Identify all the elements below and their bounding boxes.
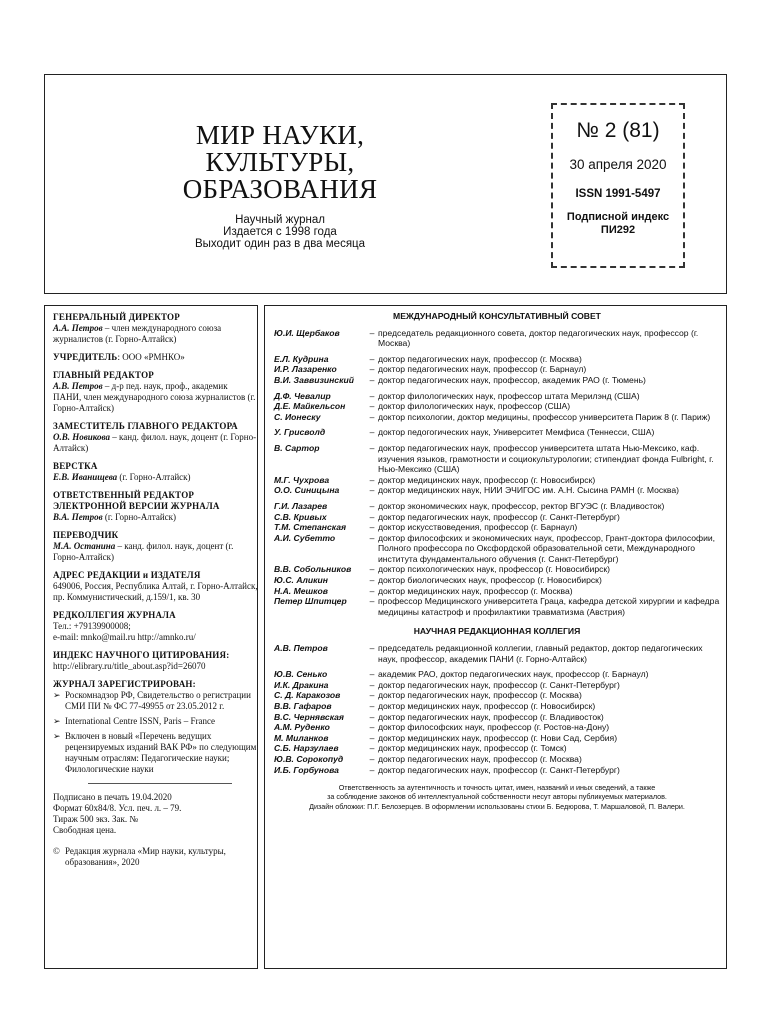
- dash-separator: –: [369, 711, 375, 722]
- print-signed: Подписано в печать 19.04.2020: [53, 792, 172, 802]
- member-name: С. Ионеску: [274, 411, 321, 422]
- member-name: А.И. Субетто: [274, 532, 336, 543]
- member-name: А.М. Руденко: [274, 722, 330, 733]
- title-line: КУЛЬТУРЫ,: [205, 147, 355, 177]
- member-row: [274, 586, 720, 597]
- member-description: доктор филологических наук, профессор (США): [378, 401, 571, 412]
- member-description: доктор педагогических наук, профессор университета штата Нью-Мексико, каф. изучения языков, грамотности и социокультурологии; стипендиат фонда Fulbright, г. Нью-Мексико (США): [378, 442, 714, 475]
- member-description: доктор экономических наук, профессор, ректор ВГУЭС (г. Владивосток): [378, 500, 665, 511]
- member-description: доктор биологических наук, профессор (г. Новосибирск): [378, 575, 602, 586]
- member-row: [274, 401, 720, 412]
- member-row: [274, 680, 720, 691]
- imprint-column: [53, 312, 258, 872]
- member-name: Д.Ф. Чевалир: [274, 390, 331, 401]
- dash-separator: –: [369, 500, 375, 511]
- dash-separator: –: [369, 522, 375, 533]
- member-description: доктор медицинских наук, профессор (г. Новосибирск): [378, 701, 596, 711]
- address-section: [53, 570, 258, 603]
- member-row: [274, 485, 720, 496]
- member-name: Ю.В. Сорокопуд: [274, 753, 344, 764]
- member-description: доктор педагогических наук, профессор (г. Санкт-Петербург): [378, 764, 620, 775]
- issue-date: 30 апреля 2020: [569, 157, 667, 172]
- member-row: [274, 743, 720, 754]
- member-description: доктор философских наук, профессор (г. Ростов-на-Дону): [378, 722, 610, 733]
- person-info: – член международного союза журналистов (г. Горно-Алтайск): [53, 323, 222, 344]
- dash-separator: –: [369, 585, 375, 596]
- member-row: [274, 596, 720, 617]
- member-name: И.Б. Горбунова: [274, 764, 339, 775]
- member-description: доктор педагогических наук, профессор (г. Москва): [378, 353, 582, 364]
- member-name: О.О. Синицына: [274, 485, 340, 496]
- footnote-line: за соблюдение законов об интеллектуальной собственности несут авторы публикуемых материалов.: [327, 792, 667, 802]
- divider: [88, 783, 232, 784]
- member-row: [274, 475, 720, 486]
- dash-separator: –: [369, 327, 375, 338]
- person-name: М.А. Останина: [53, 541, 116, 551]
- member-row: [274, 412, 720, 423]
- dash-separator: –: [369, 401, 375, 412]
- member-description: доктор педагогических наук, профессор (г. Москва): [378, 753, 582, 764]
- member-name: Н.А. Мешков: [274, 585, 328, 596]
- registration-text: International Centre ISSN, Paris – France: [65, 716, 215, 726]
- person-info: (г. Горно-Алтайск): [102, 512, 177, 522]
- member-description: председатель редакционной коллегии, главный редактор, доктор педагогических наук, профессор, академик ПАНИ (г. Горно-Алтайск): [378, 643, 703, 664]
- member-description: доктор медицинских наук, профессор (г. Томск): [378, 743, 567, 754]
- footnote-line: Дизайн обложки: П.Г. Белозерцев. В оформлении использованы стихи Б. Бедюрова, Т. Маршаловой, П. Валери.: [309, 802, 685, 812]
- member-description: доктор педагогических наук, профессор, академик РАО (г. Тюмень): [378, 374, 646, 385]
- dash-separator: –: [369, 374, 375, 385]
- person-name: А.А. Петров: [53, 323, 103, 333]
- section-heading: ГЕНЕРАЛЬНЫЙ ДИРЕКТОР: [53, 312, 180, 322]
- dash-separator: –: [369, 427, 375, 438]
- member-description: доктор психологических наук, профессор (г. Новосибирск): [378, 564, 611, 575]
- dash-separator: –: [369, 411, 375, 422]
- director-section: [53, 312, 258, 345]
- section-heading: ИНДЕКС НАУЧНОГО ЦИТИРОВАНИЯ:: [53, 650, 230, 660]
- registration-item: [53, 716, 258, 727]
- member-name: Петер Шпитцер: [274, 596, 347, 607]
- member-name: М. Миланков: [274, 732, 329, 743]
- member-row: [274, 701, 720, 712]
- member-name: Д.Е. Майкельсон: [274, 401, 346, 412]
- section-heading: ВЕРСТКА: [53, 461, 98, 471]
- member-row: [274, 533, 720, 565]
- electronic-editor-section: [53, 490, 258, 523]
- dash-separator: –: [369, 722, 375, 733]
- subtitle-line: Выходит один раз в два месяца: [194, 238, 366, 250]
- person-name: Е.В. Иванищева: [53, 472, 118, 482]
- journal-title: [130, 122, 430, 203]
- subtitle-line: Издается с 1998 года: [223, 226, 337, 238]
- registration-item: [53, 690, 258, 712]
- print-price: Свободная цена.: [53, 825, 117, 835]
- board-heading: НАУЧНАЯ РЕДАКЦИОННАЯ КОЛЛЕГИЯ: [413, 626, 581, 637]
- section-heading: ЖУРНАЛ ЗАРЕГИСТРИРОВАН: [53, 679, 193, 689]
- member-name: М.Г. Чухрова: [274, 474, 330, 485]
- registration-text: Роскомнадзор РФ, Свидетельство о регистрации СМИ ПИ № ФС 77-49955 от 23.05.2012 г.: [65, 690, 251, 711]
- title-line: МИР НАУКИ,: [195, 120, 365, 150]
- issue-number: № 2 (81): [576, 119, 660, 142]
- print-details: [53, 792, 258, 836]
- member-name: В. Сартор: [274, 442, 320, 453]
- member-name: А.В. Петров: [274, 643, 328, 654]
- member-description: председатель редакционного совета, доктор педагогических наук, профессор (г. Москва): [378, 327, 699, 349]
- member-name: В.В. Гафаров: [274, 701, 332, 711]
- member-name: И.Р. Лазаренко: [274, 364, 337, 375]
- section-heading: ПЕРЕВОДЧИК: [53, 530, 119, 540]
- member-name: У. Грисволд: [274, 427, 326, 438]
- copyright-text: Редакция журнала «Мир науки, культуры, образования», 2020: [65, 846, 226, 867]
- person-name: А.В. Петров: [53, 381, 103, 391]
- member-row: [274, 354, 720, 365]
- dash-separator: –: [369, 575, 375, 586]
- address-text: 649006, Россия, Республика Алтай, г. Горно-Алтайск, пр. Коммунистический, д.159/1, кв. 30: [53, 581, 258, 602]
- member-description: доктор философских и экономических наук, профессор, Грант-доктора философии, Полного профессора по Оксфордской образовательной сети, Международного института фундаментального обучения (г. Санкт-Петербург): [378, 532, 716, 564]
- layout-section: [53, 461, 258, 483]
- dash-separator: –: [369, 764, 375, 775]
- section-heading: ГЛАВНЫЙ РЕДАКТОР: [53, 370, 154, 380]
- member-row: [274, 443, 720, 475]
- issn-number: ISSN 1991-5497: [575, 188, 661, 200]
- member-description: доктор педагогических наук, профессор (г. Барнаул): [378, 364, 587, 375]
- council-heading: МЕЖДУНАРОДНЫЙ КОНСУЛЬТАТИВНЫЙ СОВЕТ: [393, 311, 601, 321]
- heading-colon: :: [192, 679, 196, 689]
- member-name: В.В. Собольников: [274, 564, 352, 575]
- member-row: [274, 643, 720, 664]
- dash-separator: –: [369, 532, 375, 543]
- dash-separator: –: [369, 390, 375, 401]
- dash-separator: –: [369, 679, 375, 690]
- member-name: Г.И. Лазарев: [274, 500, 328, 511]
- dash-separator: –: [369, 753, 375, 764]
- title-line: ОБРАЗОВАНИЯ: [182, 174, 378, 204]
- member-row: [274, 427, 720, 438]
- member-description: доктор медицинских наук, профессор (г. Нови Сад, Сербия): [378, 732, 618, 743]
- citation-index-link[interactable]: http://elibrary.ru/title_about.asp?id=26070: [53, 661, 206, 671]
- dash-separator: –: [369, 364, 375, 375]
- board-list: [274, 643, 720, 775]
- member-row: [274, 712, 720, 723]
- member-row: [274, 501, 720, 512]
- person-name: В.А. Петров: [53, 512, 103, 522]
- dash-separator: –: [369, 353, 375, 364]
- member-name: С.Б. Нарзулаев: [274, 743, 339, 754]
- print-format: Формат 60х84/8. Усл. печ. л. – 79.: [53, 803, 182, 813]
- dash-separator: –: [369, 743, 375, 754]
- footnote: [274, 783, 720, 811]
- member-name: С.В. Кривых: [274, 511, 327, 522]
- dash-separator: –: [369, 690, 375, 701]
- subscription-index: [557, 211, 679, 237]
- registration-item: [53, 731, 258, 775]
- member-name: В.С. Чернявская: [274, 711, 344, 722]
- journal-subtitle: [150, 214, 410, 250]
- member-name: Ю.С. Аликин: [274, 575, 328, 586]
- member-row: [274, 733, 720, 744]
- bullet-arrow-icon: ➢: [53, 716, 61, 726]
- member-row: [274, 364, 720, 375]
- member-description: доктор искусствоведения, профессор (г. Барнаул): [378, 522, 578, 533]
- section-heading: УЧРЕДИТЕЛЬ: [53, 352, 118, 362]
- member-description: академик РАО, доктор педагогических наук, профессор (г. Барнаул): [378, 669, 649, 680]
- member-description: доктор педагогических наук, профессор (г. Москва): [378, 690, 582, 701]
- member-name: Ю.В. Сенько: [274, 669, 328, 680]
- member-row: [274, 564, 720, 575]
- dash-separator: –: [369, 732, 375, 743]
- member-description: доктор педагогических наук, профессор (г. Санкт-Петербург): [378, 679, 620, 690]
- member-row: [274, 754, 720, 765]
- member-row: [274, 722, 720, 733]
- dash-separator: –: [369, 442, 375, 453]
- council-list: [274, 328, 720, 618]
- translator-section: [53, 530, 258, 563]
- subscription-code: ПИ292: [600, 224, 636, 236]
- member-name: И.К. Дракина: [274, 679, 329, 690]
- issue-info-box: [551, 103, 685, 268]
- member-row: [274, 669, 720, 680]
- section-heading: ОТВЕТСТВЕННЫЙ РЕДАКТОР ЭЛЕКТРОННОЙ ВЕРСИИ ЖУРНАЛА: [53, 490, 220, 511]
- chief-editor-section: [53, 370, 258, 414]
- bullet-arrow-icon: ➢: [53, 731, 61, 741]
- person-info: – канд. филол. наук, доцент (г. Горно-Алтайск): [53, 432, 257, 453]
- member-row: [274, 522, 720, 533]
- person-name: О.В. Новикова: [53, 432, 110, 442]
- member-row: [274, 328, 720, 349]
- member-description: доктор педагогических наук, профессор (г. Владивосток): [378, 711, 604, 722]
- member-row: [274, 375, 720, 386]
- footnote-line: Ответственность за аутентичность и точность цитат, имен, названий и иных сведений, а также: [338, 783, 656, 793]
- member-description: доктор филологических наук, профессор штата Мерилэнд (США): [378, 390, 640, 401]
- registration-section: [53, 679, 258, 775]
- person-info: – канд. филол. наук, доцент (г. Горно-Алтайск): [53, 541, 234, 562]
- registration-text: Включен в новый «Перечень ведущих рецензируемых изданий ВАК РФ» по следующим научным отраслям: Педагогические науки; Филологические науки: [65, 731, 257, 774]
- member-description: профессор Медицинского университета Граца, кафедра детской хирургии и кафедра медицины катастроф и профилактики травматизма (Австрия): [378, 596, 720, 617]
- dash-separator: –: [369, 485, 375, 496]
- person-info: (г. Горно-Алтайск): [117, 472, 191, 482]
- member-description: доктор медицинских наук, профессор (г. Новосибирск): [378, 474, 596, 485]
- member-description: доктор педогогических наук, Университет Мемфиса (Теннесси, США): [378, 427, 655, 438]
- boards-column: [274, 311, 720, 811]
- member-row: [274, 512, 720, 523]
- person-info: – д-р пед. наук, проф., академик ПАНИ, член международного союза журналистов (г. Горно-Алтайск): [53, 381, 256, 413]
- member-name: В.И. Заввизинский: [274, 374, 354, 385]
- bullet-arrow-icon: ➢: [53, 690, 61, 700]
- member-description: доктор психологии, доктор медицины, профессор университета Париж 8 (г. Париж): [378, 411, 711, 422]
- member-description: доктор медицинских наук, профессор (г. Москва): [378, 585, 573, 596]
- member-name: Ю.И. Щербаков: [274, 327, 340, 338]
- copyright-icon: ©: [53, 846, 60, 856]
- member-name: С. Д. Каракозов: [274, 690, 341, 701]
- member-name: Е.Л. Кудрина: [274, 353, 329, 364]
- section-heading: РЕДКОЛЛЕГИЯ ЖУРНАЛА: [53, 610, 176, 620]
- subtitle-line: Научный журнал: [235, 214, 325, 226]
- subscription-label: Подписной индекс: [566, 211, 670, 223]
- member-row: [274, 765, 720, 776]
- member-row: [274, 575, 720, 586]
- board-email: e-mail: mnko@mail.ru http://amnko.ru/: [53, 632, 196, 642]
- board-phone: Тел.: +79139900008;: [53, 621, 131, 631]
- board-contacts-section: [53, 610, 258, 643]
- member-name: Т.М. Степанская: [274, 522, 347, 533]
- section-heading: АДРЕС РЕДАКЦИИ и ИЗДАТЕЛЯ: [53, 570, 201, 580]
- print-run: Тираж 500 экз. Зак. №: [53, 814, 138, 824]
- founder-value: : ООО «РМНКО»: [117, 352, 185, 362]
- dash-separator: –: [369, 643, 375, 654]
- dash-separator: –: [369, 701, 375, 711]
- dash-separator: –: [369, 596, 375, 607]
- section-heading: ЗАМЕСТИТЕЛЬ ГЛАВНОГО РЕДАКТОРА: [53, 421, 238, 431]
- dash-separator: –: [369, 474, 375, 485]
- deputy-editor-section: [53, 421, 258, 454]
- member-description: доктор педагогических наук, профессор (г. Санкт-Петербург): [378, 511, 620, 522]
- member-description: доктор медицинских наук, НИИ ЭЧИГОС им. А.Н. Сысина РАМН (г. Москва): [378, 485, 680, 496]
- member-row: [274, 391, 720, 402]
- dash-separator: –: [369, 669, 375, 680]
- member-row: [274, 690, 720, 701]
- dash-separator: –: [369, 564, 375, 575]
- copyright: [53, 846, 258, 868]
- dash-separator: –: [369, 511, 375, 522]
- citation-index-section: [53, 650, 258, 672]
- founder-section: [53, 352, 258, 363]
